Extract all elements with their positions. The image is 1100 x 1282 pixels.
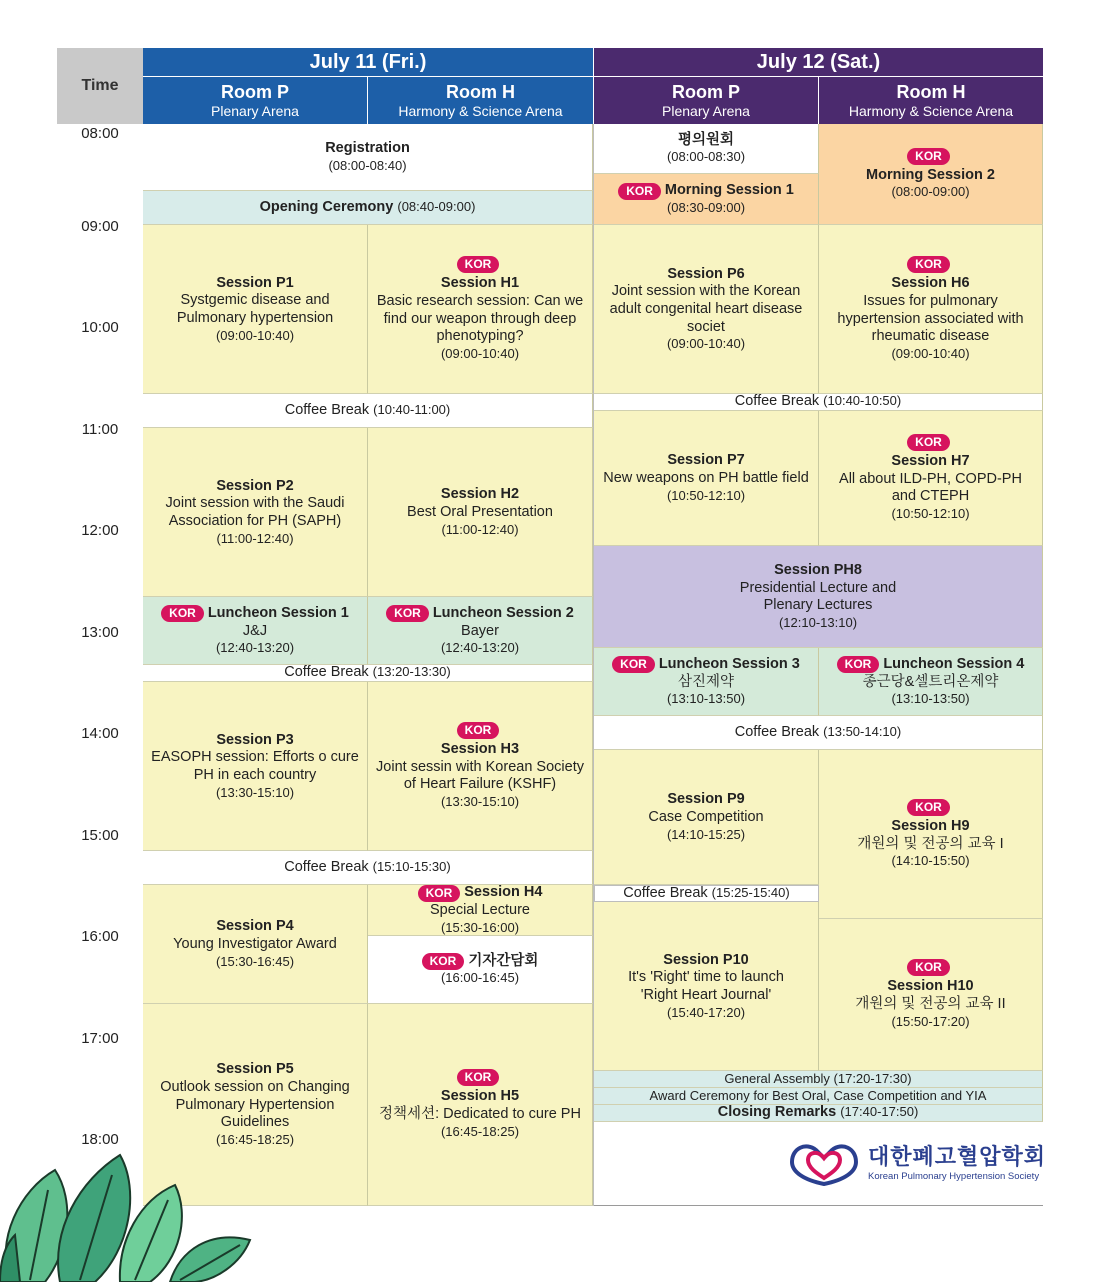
session-h9 <box>819 750 1043 919</box>
kor-badge: KOR <box>418 885 461 902</box>
room-subtitle: Plenary Arena <box>211 102 299 119</box>
coffee-break-4 <box>594 394 1043 411</box>
time-tick-label: 14:00 <box>81 725 119 742</box>
room-header-sat-h <box>819 77 1043 124</box>
session-time: (13:10-13:50) <box>891 691 970 707</box>
session-title: Coffee Break <box>284 664 369 681</box>
session-title: Session H6 <box>891 275 970 292</box>
session-desc: 개원의 및 전공의 교육 II <box>855 996 1006 1013</box>
time-label: Time <box>81 77 119 94</box>
session-title: Luncheon Session 4 <box>883 655 1025 672</box>
session-time: (08:00-09:00) <box>891 184 970 200</box>
kor-badge: KOR <box>612 656 655 673</box>
session-time: (15:30-16:00) <box>440 919 520 935</box>
press-conference <box>368 936 593 1004</box>
luncheon-session-2 <box>368 597 593 665</box>
award-ceremony <box>594 1088 1043 1105</box>
coffee-break-2 <box>143 665 593 682</box>
session-title: Session P7 <box>667 452 745 469</box>
session-p6 <box>594 225 819 394</box>
session-h10 <box>819 919 1043 1071</box>
board-meeting <box>594 124 819 174</box>
session-desc: EASOPH session: Efforts o cure PH in each country <box>151 749 359 783</box>
morning-session-1 <box>594 174 819 225</box>
kor-badge: KOR <box>422 953 465 970</box>
session-h1 <box>368 225 593 394</box>
session-title: Coffee Break <box>734 723 820 740</box>
session-desc: New weapons on PH battle field <box>603 470 809 487</box>
session-title: Session H4 <box>464 884 543 901</box>
room-subtitle: Harmony & Science Arena <box>848 102 1014 119</box>
session-time: (12:10-13:10) <box>778 615 858 631</box>
session-desc: 삼진제약 <box>677 673 735 690</box>
session-ph8 <box>594 546 1043 648</box>
session-h3 <box>368 682 593 851</box>
kor-badge: KOR <box>457 256 500 273</box>
session-title: Coffee Break <box>623 884 708 901</box>
session-title: Session PH8 <box>774 562 862 579</box>
session-title: Award Ceremony for Best Oral, Case Competition and YIA <box>649 1088 987 1104</box>
day-header-july-12 <box>594 48 1043 76</box>
session-desc: Basic research session: Can we find our weapon through deep phenotyping? <box>376 292 584 345</box>
session-title: Session H5 <box>440 1088 520 1105</box>
kor-badge: KOR <box>161 605 204 622</box>
coffee-break-1 <box>143 394 593 428</box>
luncheon-session-4 <box>819 648 1043 716</box>
time-tick-label: 16:00 <box>81 928 119 945</box>
luncheon-session-1 <box>143 597 368 665</box>
opening-ceremony-block <box>143 191 593 225</box>
session-h2 <box>368 428 593 597</box>
session-desc: Case Competition <box>648 809 764 826</box>
session-desc: Special Lecture <box>430 902 530 919</box>
session-time: (16:45-18:25) <box>440 1123 520 1139</box>
session-title: Coffee Break <box>734 393 820 410</box>
session-time: (16:00-16:45) <box>440 970 520 986</box>
session-time: (10:40-10:50) <box>823 393 902 409</box>
session-title: Session P5 <box>216 1061 294 1078</box>
kor-badge: KOR <box>907 434 950 451</box>
session-time: (08:30-09:00) <box>666 199 746 215</box>
kor-badge: KOR <box>907 148 950 165</box>
table-bottom-border <box>594 1205 1043 1206</box>
session-p4 <box>143 885 368 1004</box>
session-desc: Outlook session on Changing Pulmonary Hypertension Guidelines <box>160 1078 350 1131</box>
session-h6 <box>819 225 1043 394</box>
society-name-korean: 대한폐고혈압학회 <box>867 1144 1047 1169</box>
session-p2 <box>143 428 368 597</box>
session-desc: J&J <box>242 622 268 639</box>
session-time: (15:10-15:30) <box>372 858 451 874</box>
session-time: (13:10-13:50) <box>666 691 746 707</box>
day-label: July 12 (Sat.) <box>756 50 881 73</box>
session-time: (08:40-09:00) <box>397 198 476 214</box>
session-title: Session P2 <box>216 477 294 494</box>
session-title: Coffee Break <box>284 401 370 418</box>
room-name: Room H <box>446 82 515 103</box>
session-title: Opening Ceremony <box>259 198 394 215</box>
session-title: Session P6 <box>667 265 745 282</box>
session-desc: Bayer <box>461 622 499 639</box>
kor-badge: KOR <box>907 256 950 273</box>
session-time: (11:00-12:40) <box>441 521 519 537</box>
session-time: (16:45-18:25) <box>215 1131 295 1147</box>
session-p9 <box>594 750 819 885</box>
kor-badge: KOR <box>386 605 429 622</box>
time-tick-label: 09:00 <box>81 217 119 235</box>
room-header-sat-p <box>594 77 818 124</box>
session-time: (13:30-15:10) <box>440 794 520 810</box>
session-time: (11:00-12:40) <box>216 530 294 546</box>
leaves-decoration-icon <box>0 1130 270 1282</box>
session-desc: 종근당&셀트리온제약 <box>862 673 999 690</box>
session-desc: 정책세션: Dedicated to cure PH <box>379 1106 581 1123</box>
morning-session-2 <box>819 124 1043 225</box>
coffee-break-6 <box>594 885 819 902</box>
session-desc: 개원의 및 전공의 교육 I <box>857 835 1004 852</box>
session-title: Session P4 <box>216 918 294 935</box>
session-time: (09:00-10:40) <box>666 336 746 352</box>
session-time: (10:50-12:10) <box>891 506 970 522</box>
session-title: 평의원회 <box>677 131 735 148</box>
session-desc: Joint sessin with Korean Society of Heart Failure (KSHF) <box>376 758 584 793</box>
session-desc: All about ILD-PH, COPD-PH and CTEPH <box>839 470 1022 505</box>
room-name: Room H <box>896 82 966 103</box>
session-time: (14:10-15:25) <box>666 826 746 842</box>
session-time: (14:10-15:50) <box>891 853 970 869</box>
time-column-header <box>57 48 143 124</box>
session-title: Session H7 <box>891 453 970 470</box>
session-time: (12:40-13:20) <box>440 640 520 656</box>
session-time: (10:50-12:10) <box>666 487 746 503</box>
session-title: 기자간담회 <box>468 952 539 969</box>
kor-badge: KOR <box>907 959 950 976</box>
time-tick-label: 13:00 <box>81 623 119 641</box>
session-time: (15:30-16:45) <box>215 953 295 969</box>
session-time: (15:25-15:40) <box>711 884 790 900</box>
session-time: (08:00-08:40) <box>328 157 407 173</box>
session-time: (10:40-11:00) <box>373 401 451 417</box>
session-desc: Joint session with the Saudi Association for PH (SAPH) <box>165 495 345 529</box>
session-desc: Presidential Lecture and Plenary Lectures <box>739 579 897 614</box>
session-desc: Systgemic disease and Pulmonary hypertension <box>176 292 334 326</box>
session-p1 <box>143 225 368 394</box>
coffee-break-5 <box>594 716 1043 750</box>
room-name: Room P <box>671 82 740 103</box>
session-p10 <box>594 902 819 1071</box>
session-title: Session P3 <box>216 731 294 748</box>
session-h5 <box>368 1004 593 1206</box>
heart-lungs-logo-icon <box>786 1136 862 1186</box>
session-desc: Young Investigator Award <box>173 936 337 953</box>
session-time: (13:20-13:30) <box>372 664 451 680</box>
time-tick-label: 11:00 <box>81 420 119 438</box>
kor-badge: KOR <box>618 183 661 200</box>
session-time: (09:00-10:40) <box>215 327 295 343</box>
kor-badge: KOR <box>457 722 500 739</box>
time-tick-label: 18:00 <box>81 1131 119 1148</box>
kor-badge: KOR <box>457 1069 500 1086</box>
session-time: (08:00-08:30) <box>666 149 746 165</box>
time-tick-label: 17:00 <box>81 1029 119 1047</box>
session-title: Closing Remarks <box>717 1104 837 1121</box>
session-title: Session P10 <box>663 951 749 968</box>
session-title: Coffee Break <box>284 858 369 875</box>
session-title: Session P9 <box>667 791 745 808</box>
session-desc: It's 'Right' time to launch 'Right Heart Journal' <box>628 969 784 1003</box>
session-desc: Issues for pulmonary hypertension associated with rheumatic disease <box>837 292 1024 345</box>
time-tick-label: 08:00 <box>81 125 119 142</box>
session-h4 <box>368 885 593 936</box>
session-title: Session H2 <box>440 486 520 503</box>
room-subtitle: Harmony & Science Arena <box>398 102 563 119</box>
session-p7 <box>594 411 819 546</box>
day-label: July 11 (Fri.) <box>309 50 427 73</box>
session-title: Registration <box>325 140 410 157</box>
session-h7 <box>819 411 1043 546</box>
session-time: (13:50-14:10) <box>823 723 902 739</box>
session-title: General Assembly <box>724 1071 830 1087</box>
session-time: (09:00-10:40) <box>891 345 970 361</box>
session-time: (17:20-17:30) <box>833 1071 912 1087</box>
time-tick-label: 12:00 <box>81 522 119 539</box>
session-title: Session P1 <box>216 274 294 291</box>
society-name-english: Korean Pulmonary Hypertension Society <box>867 1171 1040 1182</box>
luncheon-session-3 <box>594 648 819 716</box>
time-tick-label: 15:00 <box>81 826 119 844</box>
closing-remarks <box>594 1105 1043 1122</box>
session-title: Luncheon Session 1 <box>207 604 349 621</box>
society-logo <box>786 1134 1046 1188</box>
room-name: Room P <box>220 82 289 103</box>
session-title: Luncheon Session 3 <box>658 655 800 672</box>
session-time: (17:40-17:50) <box>840 1104 919 1120</box>
general-assembly <box>594 1071 1043 1088</box>
kor-badge: KOR <box>907 799 950 816</box>
room-header-fri-h <box>368 77 593 124</box>
session-title: Session H9 <box>891 817 970 834</box>
session-title: Morning Session 1 <box>664 182 794 199</box>
time-tick-label: 10:00 <box>81 319 119 336</box>
session-title: Luncheon Session 2 <box>432 604 574 621</box>
session-title: Morning Session 2 <box>866 166 995 183</box>
session-p3 <box>143 682 368 851</box>
session-time: (15:50-17:20) <box>891 1013 970 1029</box>
session-desc: Best Oral Presentation <box>407 504 553 521</box>
registration-block <box>143 124 593 191</box>
session-time: (12:40-13:20) <box>215 640 295 656</box>
session-title: Session H3 <box>440 741 520 758</box>
session-desc: Joint session with the Korean adult congenital heart disease societ <box>609 283 803 335</box>
session-title: Session H10 <box>887 978 974 995</box>
day-header-july-11 <box>143 48 593 76</box>
session-time: (13:30-15:10) <box>215 784 295 800</box>
session-title: Session H1 <box>440 275 520 292</box>
session-time: (09:00-10:40) <box>440 345 520 361</box>
coffee-break-3 <box>143 851 593 885</box>
session-time: (15:40-17:20) <box>666 1004 746 1020</box>
room-header-fri-p <box>143 77 367 124</box>
kor-badge: KOR <box>837 656 880 673</box>
room-subtitle: Plenary Arena <box>662 102 750 119</box>
